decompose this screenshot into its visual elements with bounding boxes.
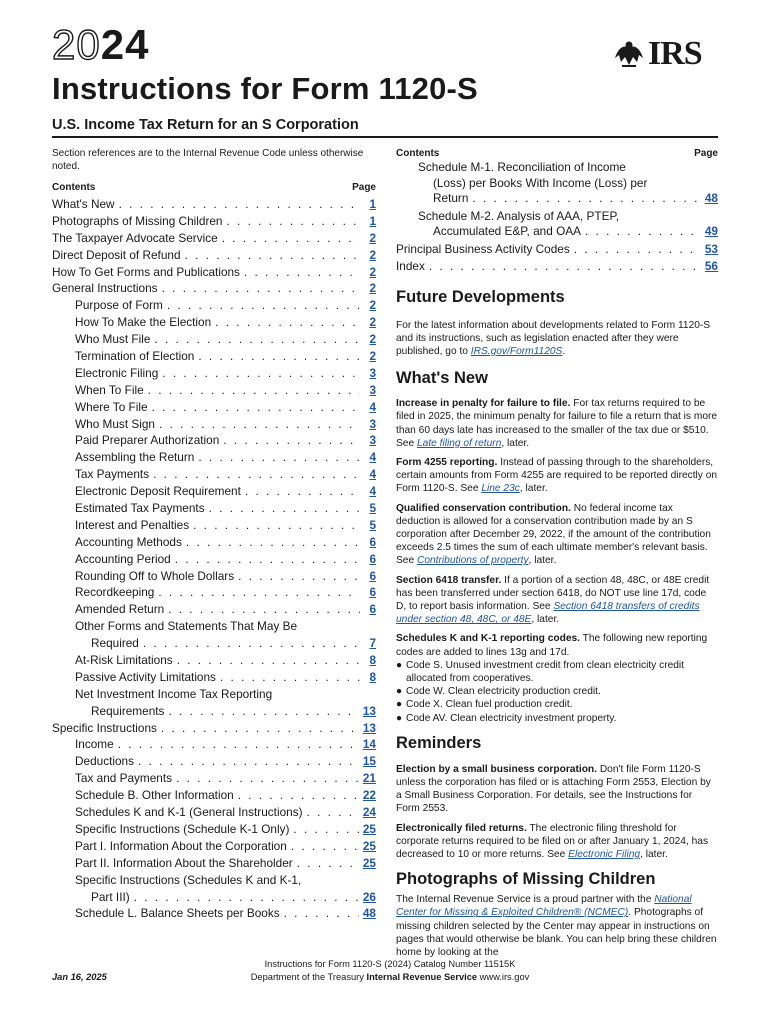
leader-dots [198,449,360,466]
whats-new-section6418: Section 6418 transfer. If a portion of a section 48, 48C, or 48E credit has been transferred under section 6418, do NOT use line 17d, code D, to report basis information. See Section 6418 transfers of credits under section 48, 48C, or 48E, later. [396,574,710,626]
leader-dots [429,259,701,275]
left-column [52,147,376,922]
contents-label: Contents [396,148,440,159]
toc-page-link[interactable]: 13 [362,703,376,718]
toc-entry[interactable]: Who Must File . . . 2 [52,331,376,348]
toc-entry[interactable]: Passive Activity Limitations . . . 8 [52,669,376,686]
late-filing-link[interactable]: Late filing of return [416,437,502,449]
section6418-link[interactable]: Section 6418 transfers of credits under section 48, 48C, or 48E [396,600,700,626]
photographs-heading: Photographs of Missing Children [396,870,656,889]
toc-page-link[interactable]: 53 [704,241,718,256]
toc-page-link[interactable]: 7 [369,636,376,651]
leader-dots [152,399,360,416]
toc-entry[interactable]: How To Get Forms and Publications . . . 2 [52,264,376,281]
leader-dots [177,652,360,669]
toc-entry[interactable]: Specific Instructions (Schedules K and K-1, Part III) . . . 26 [52,872,376,906]
toc-page-link[interactable]: 5 [369,501,376,516]
toc-entry[interactable]: Where To File . . . 4 [52,399,376,416]
catalog-line: Instructions for Form 1120-S (2024) Catalog Number 11515K [264,959,516,969]
reminder-efile: Electronically filed returns. The electronic filing threshold for corporate returns required to be filed on or after January 1, 2024, has decreased to 10 or more returns. See Electronic Filing, later. [396,822,709,860]
toc-entry[interactable]: When To File . . . 3 [52,382,376,399]
toc-entry-pba-codes[interactable]: Principal Business Activity Codes . . . 53 [396,242,718,258]
toc-entry[interactable]: Schedules K and K-1 (General Instructions) . . . 24 [52,804,376,821]
leader-dots [161,720,359,737]
toc-entry[interactable]: Paid Preparer Authorization . . . 3 [52,432,376,449]
reminders-heading: Reminders [396,733,482,752]
list-item: ● Code X. Clean fuel production credit. [396,699,573,711]
leader-dots [143,635,360,652]
toc-entry[interactable]: Deductions . . . 15 [52,753,376,770]
toc-page-link[interactable]: 6 [369,602,376,617]
leader-dots [574,242,701,258]
toc-page-link[interactable]: 56 [704,259,718,273]
whats-new-heading: What's New [396,369,488,388]
leader-dots [176,770,359,787]
toc-entry[interactable]: At-Risk Limitations . . . 8 [52,652,376,669]
toc-entry[interactable]: Income . . . 14 [52,737,376,754]
toc-page-link[interactable]: 6 [369,551,376,566]
leader-dots [220,669,360,686]
toc-entry[interactable]: Purpose of Form . . . 2 [52,297,376,314]
ncmec-link[interactable]: National Center for Missing & Exploited Children® (NCMEC) [396,894,692,919]
header-divider [52,136,718,138]
photographs-text: The Internal Revenue Service is a proud partner with the National Center for Missing & Exploited Children® (NCMEC). Photographs of missing children selected by the Center may appear in instructions on pages that would otherwise be blank. You can help bring these children home by looking at the [396,894,717,959]
right-column [396,147,718,959]
leader-dots [198,348,360,365]
leader-dots [118,736,359,753]
toc-entry[interactable]: Photographs of Missing Children . . . 1 [52,213,376,230]
toc-page-link[interactable]: 6 [369,568,376,583]
leader-dots [307,804,359,821]
toc-page-link[interactable]: 3 [369,382,376,397]
toc-page-link[interactable]: 8 [369,653,376,668]
leader-dots [293,821,358,838]
agency-line: Department of the Treasury Internal Revenue Service www.irs.gov [250,972,530,982]
toc-entry[interactable]: Who Must Sign . . . 3 [52,416,376,433]
leader-dots [193,517,360,534]
toc-page-link[interactable]: 25 [362,855,376,870]
irs-eagle-icon [612,38,646,70]
reminder-election: Election by a small business corporation. Don't file Form 1120-S unless the corporation has filed or is attaching Form 2553, Election by a Small Business Corporation. For details, see the Instructions for Form 2553. [396,763,711,815]
toc-page-link[interactable]: 1 [369,213,376,228]
toc-page-link[interactable]: 15 [362,754,376,769]
future-developments-heading: Future Developments [396,287,565,306]
toc-entry[interactable]: How To Make the Election . . . 2 [52,314,376,331]
toc-entry-schedule-m2[interactable]: Schedule M-2. Analysis of AAA, PTEP, Accumulated E&P, and OAA . . . 49 [396,209,718,240]
toc-entry[interactable]: Specific Instructions (Schedule K-1 Only) . . . 25 [52,821,376,838]
leader-dots [162,365,360,382]
toc-page-link[interactable]: 48 [704,191,718,205]
leader-dots [168,703,358,720]
toc-page-link[interactable]: 3 [369,365,376,380]
reporting-codes-list [396,659,718,725]
toc-entry[interactable]: Part II. Information About the Shareholder . . . 25 [52,855,376,872]
toc-list [52,652,376,686]
leader-dots [186,534,360,551]
bullet-icon: ● [396,686,403,698]
leader-dots [158,584,360,601]
toc-page-link[interactable]: 1 [369,196,376,211]
list-item: ● Code W. Clean electricity production credit. [396,686,601,698]
leader-dots [245,483,360,500]
toc-entry[interactable]: Electronic Filing . . . 3 [52,365,376,382]
toc-page-link[interactable]: 3 [369,433,376,448]
toc-entry[interactable]: Interest and Penalties . . . 5 [52,517,376,534]
toc-entry[interactable]: Net Investment Income Tax Reporting Requirements . . . 13 [52,686,376,720]
intro-note: Section references are to the Internal Revenue Code unless otherwise noted. [52,148,364,172]
toc-page-link[interactable]: 26 [362,889,376,904]
toc-page-link[interactable]: 2 [369,264,376,279]
leader-dots [167,297,360,314]
leader-dots [148,382,360,399]
toc-page-link[interactable]: 5 [369,517,376,532]
toc-page-link[interactable]: 14 [362,737,376,752]
footer-center [230,958,550,984]
toc-page-link[interactable]: 4 [369,484,376,499]
toc-entry-schedule-m1[interactable]: Schedule M-1. Reconciliation of Income (Loss) per Books With Income (Loss) per Return . . . 48 [396,160,718,207]
toc-page-link[interactable]: 2 [369,349,376,363]
leader-dots [585,224,701,240]
leader-dots [284,905,359,922]
toc-entry[interactable]: Assembling the Return . . . 4 [52,449,376,466]
leader-dots [153,466,360,483]
toc-entry[interactable]: Specific Instructions . . . 13 [52,720,376,737]
toc-entry[interactable]: Schedule L. Balance Sheets per Books . . . 48 [52,905,376,922]
toc-entry[interactable]: Termination of Election . . . 2 [52,348,376,365]
toc-entry[interactable]: What's New . . . 1 [52,196,376,213]
toc-page-link[interactable]: 13 [362,720,376,735]
toc-page-link[interactable]: 2 [369,332,376,347]
revision-date: Jan 16, 2025 [52,972,107,982]
whats-new-reporting-codes: Schedules K and K-1 reporting codes. The following new reporting codes are added to lines 13g and 17d. [396,633,708,658]
toc-page-link[interactable]: 8 [369,669,376,684]
leader-dots [168,601,360,618]
toc-entry[interactable]: The Taxpayer Advocate Service . . . 2 [52,230,376,247]
leader-dots [119,196,360,213]
leader-dots [238,568,360,585]
toc-entry[interactable]: Amended Return . . . 6 [52,601,376,618]
leader-dots [185,247,360,264]
irs-logo [612,36,716,72]
leader-dots [244,264,360,281]
toc-entry-index[interactable]: Index . . . 56 [396,259,718,275]
irs-logo-text: IRS [648,35,702,72]
leader-dots [215,314,360,331]
page-label: Page [352,182,376,193]
toc-page-link[interactable]: 2 [369,230,376,245]
toc-page-link[interactable]: 21 [362,771,376,786]
leader-dots [209,500,360,517]
bullet-icon: ● [396,699,403,711]
toc-entry[interactable]: Recordkeeping . . . 6 [52,584,376,601]
contributions-link[interactable]: Contributions of property [416,555,529,567]
leader-dots [222,230,360,247]
leader-dots [227,213,361,230]
whats-new-conservation: Qualified conservation contribution. No federal income tax deduction is allowed for a conservation contribution made by an S corporation after December 29, 2022, if the amount of the contribution exceeds 2.5 times the sum of each ultimate member's relevant basis. See Contributions of property, later. [396,502,711,567]
toc-list [52,720,376,872]
list-item: ● Code S. Unused investment credit from clean electricity credit allocated from cooperatives. [396,659,685,684]
toc-page-link[interactable]: 4 [369,467,376,482]
toc-header [52,181,376,194]
contents-label: Contents [52,182,96,193]
toc-page-link[interactable]: 24 [362,805,376,820]
toc-entry[interactable]: Accounting Methods . . . 6 [52,534,376,551]
toc-page-link[interactable]: 48 [362,906,376,921]
toc-entry[interactable]: Direct Deposit of Refund . . . 2 [52,247,376,264]
toc-entry[interactable]: Electronic Deposit Requirement . . . 4 [52,483,376,500]
leader-dots [291,838,359,855]
leader-dots [138,753,359,770]
toc-page-link[interactable]: 22 [362,788,376,803]
year-bold-digits: 24 [100,21,150,68]
toc-entry[interactable]: Accounting Period . . . 6 [52,551,376,568]
list-item: ● Code AV. Clean electricity investment property. [396,712,617,724]
toc-page-link[interactable]: 2 [369,298,376,313]
toc-page-link[interactable]: 2 [369,315,376,330]
toc-entry[interactable]: Estimated Tax Payments . . . 5 [52,500,376,517]
year-outline-digits: 20 [52,21,101,68]
page-label: Page [694,148,718,159]
leader-dots [238,787,359,804]
electronic-filing-link[interactable]: Electronic Filing [568,849,641,860]
leader-dots [175,551,360,568]
form-year [52,20,149,70]
whats-new-form4255: Form 4255 reporting. Instead of passing through to the shareholders, certain amounts from Form 4255 are required to be reported directly on Form 1120-S. See Line 23c, later. [396,456,718,495]
toc-page-link[interactable]: 49 [704,224,718,238]
toc-page-link[interactable]: 25 [362,838,376,853]
toc-page-link[interactable]: 4 [369,399,376,414]
toc-page-link[interactable]: 6 [369,534,376,549]
toc-entry[interactable]: Tax Payments . . . 4 [52,466,376,483]
toc-entry[interactable]: General Instructions . . . 2 [52,280,376,297]
toc-page-link[interactable]: 2 [369,247,376,262]
bullet-icon: ● [396,712,403,724]
page-title: Instructions for Form 1120-S [52,71,478,106]
toc-page-link[interactable]: 2 [369,281,376,296]
toc-page-link[interactable]: 25 [362,821,376,836]
toc-entry[interactable]: Schedule B. Other Information . . . 22 [52,787,376,804]
leader-dots [134,889,359,906]
future-developments-text: For the latest information about developments related to Form 1120-S and its instructions, such as legislation enacted after they were published, go to IRS.gov/Form1120S. [396,319,711,357]
leader-dots [162,280,360,297]
whats-new-penalty: Increase in penalty for failure to file. For tax returns required to be filed in 2025, the minimum penalty for failure to file a return that is more than 60 days late has increased to the smaller of the tax due or $510. See Late filing of return, later. [396,398,718,449]
toc-page-link[interactable]: 4 [369,450,376,465]
leader-dots [159,416,360,433]
irs-form1120s-link[interactable]: IRS.gov/Form1120S [470,345,563,357]
bullet-icon: ● [396,659,403,671]
toc-entry[interactable]: Other Forms and Statements That May Be Required . . . 7 [52,618,376,652]
leader-dots [223,432,360,449]
toc-entry[interactable]: Tax and Payments . . . 21 [52,770,376,787]
toc-list [52,196,376,618]
leader-dots [154,331,360,348]
leader-dots [297,855,359,872]
toc-page-link[interactable]: 3 [369,416,376,431]
toc-entry[interactable]: Part I. Information About the Corporation . . . 25 [52,838,376,855]
toc-entry[interactable]: Rounding Off to Whole Dollars . . . 6 [52,568,376,585]
toc-header [396,147,718,160]
leader-dots [472,191,700,207]
toc-page-link[interactable]: 6 [369,585,376,600]
line-23c-link[interactable]: Line 23c [481,483,520,495]
page-subtitle: U.S. Income Tax Return for an S Corporation [52,117,359,133]
